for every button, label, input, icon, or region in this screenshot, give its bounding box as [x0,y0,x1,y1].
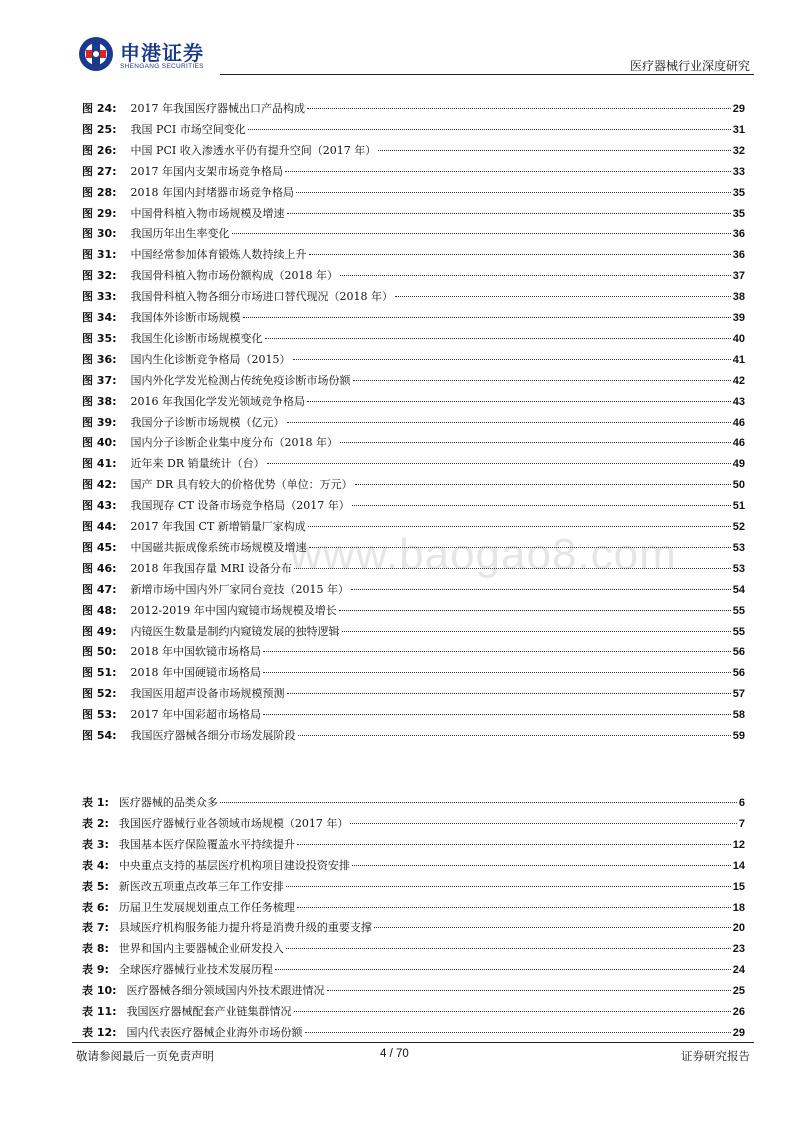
toc-entry-label: 图 43: [82,499,117,513]
toc-dot-leader [294,568,731,569]
toc-entry[interactable] [82,836,745,854]
toc-dot-leader [309,254,731,255]
toc-entry-label: 图 53: [82,708,117,722]
toc-entry-label: 图 33: [82,290,117,304]
toc-entry[interactable] [82,1024,745,1042]
toc-entry-title: 新增市场中国内外厂家同台竞技（2015 年） [130,582,350,596]
toc-entry[interactable] [82,919,745,937]
toc-entry[interactable] [82,414,745,432]
toc-entry-label: 图 28: [82,185,117,199]
toc-entry-title: 我国骨科植入物市场份额构成（2018 年） [130,269,339,283]
toc-entry-page: 43 [732,395,745,408]
toc-entry-title: 2012-2019 年中国内窥镜市场规模及增长 [130,603,337,617]
toc-entry-page: 26 [732,1006,745,1018]
toc-entry-title: 医疗器械的品类众多 [118,796,218,809]
toc-dot-leader [350,823,736,824]
toc-entry-page: 36 [732,249,745,262]
toc-entry-page: 56 [732,646,745,659]
toc-entry-page: 59 [732,730,745,742]
page-number: 4 / 70 [380,1048,409,1060]
toc-entry-page: 57 [732,688,745,701]
toc-dot-leader [286,886,731,887]
toc-entry[interactable] [82,309,745,327]
toc-entry-title: 我国医疗器械各细分市场发展阶段 [130,729,296,742]
toc-entry-label: 表 7: [82,921,109,935]
toc-dot-leader [265,338,731,339]
toc-entry[interactable] [82,330,745,348]
toc-dot-leader [296,192,731,193]
toc-entry[interactable] [82,623,745,641]
toc-entry[interactable] [82,878,745,896]
toc-entry[interactable] [82,393,745,411]
toc-entry-page: 52 [732,521,745,533]
toc-entry[interactable] [82,664,745,682]
toc-entry-page: 15 [732,880,745,893]
toc-entry-label: 图 49: [82,624,117,638]
toc-entry-label: 表 6: [82,900,109,914]
toc-entry-title: 医疗器械各细分领域国内外技术跟进情况 [126,984,325,998]
toc-dot-leader [294,1011,731,1012]
toc-entry-page: 49 [732,458,745,471]
toc-entry-page: 38 [732,291,745,304]
toc-entry-page: 41 [732,353,745,366]
toc-entry-title: 我国 PCI 市场空间变化 [130,122,246,136]
toc-dot-leader [374,927,731,928]
toc-entry-label: 图 46: [82,561,117,575]
toc-entry-page: 53 [732,541,745,554]
toc-entry-page: 36 [732,228,745,241]
toc-dot-leader [342,631,731,632]
report-type: 证券研究报告 [681,1049,750,1063]
toc-dot-leader [340,275,731,276]
toc-entry-label: 图 25: [82,122,117,136]
logo-name: 申港证券 [120,41,204,65]
toc-dot-leader [340,442,731,443]
toc-dot-leader [352,865,731,866]
toc-entry-label: 表 3: [82,837,109,851]
toc-dot-leader [395,296,731,297]
toc-entry[interactable] [82,184,745,202]
shengang-logo-icon [78,36,114,72]
footer-divider [72,1042,754,1043]
toc-entry-title: 中国骨科植入物市场规模及增速 [130,206,285,220]
toc-entry-title: 2017 年国内支架市场竞争格局 [130,164,284,178]
toc-entry-title: 2017 年我国医疗器械出口产品构成 [130,102,306,115]
toc-entry[interactable] [82,267,745,285]
toc-dot-leader [297,907,731,908]
toc-entry-label: 图 51: [82,666,117,680]
toc-entry-label: 图 31: [82,248,117,262]
toc-entry-label: 图 26: [82,143,117,157]
watermark: www.baogao8.com [290,530,677,579]
toc-entry-title: 国内生化诊断竞争格局（2015） [130,352,291,366]
toc-entry[interactable] [82,581,745,599]
toc-entry-page: 56 [732,667,745,680]
toc-entry-title: 历届卫生发展规划重点工作任务梳理 [118,900,295,914]
toc-dot-leader [339,610,731,611]
toc-dot-leader [220,802,737,803]
toc-entry[interactable] [82,288,745,306]
toc-entry-page: 7 [738,817,745,830]
toc-entry-title: 世界和国内主要器械企业研发投入 [118,942,284,956]
toc-entry[interactable] [82,434,745,452]
toc-dot-leader [285,171,731,172]
toc-entry-page: 46 [732,416,745,429]
toc-entry-label: 表 5: [82,879,109,893]
toc-entry[interactable] [82,539,745,557]
toc-entry-page: 18 [732,901,745,914]
toc-entry-title: 我国医疗器械行业各领域市场规模（2017 年） [118,816,349,830]
toc-entry-page: 50 [732,479,745,492]
toc-entry[interactable] [82,706,745,724]
toc-entry[interactable] [82,940,745,958]
toc-entry-label: 表 11: [82,1005,117,1018]
toc-entry-title: 2017 年我国 CT 新增销量厂家构成 [130,520,306,533]
logo-subtitle: SHENGANG SECURITIES [120,63,204,70]
toc-entry-label: 图 32: [82,269,117,283]
toc-entry[interactable] [82,602,745,620]
toc-dot-leader [307,108,731,109]
toc-dot-leader [248,129,731,130]
document-title: 医疗器械行业深度研究 [629,59,750,73]
toc-dot-leader [243,317,731,318]
toc-entry-page: 53 [732,562,745,575]
toc-entry-title: 新医改五项重点改革三年工作安排 [118,879,284,893]
toc-entry-page: 24 [732,964,745,977]
toc-entry[interactable] [82,518,745,536]
toc-entry-title: 我国医用超声设备市场规模预测 [130,687,285,701]
toc-entry-title: 国产 DR 具有较大的价格优势（单位：万元） [130,478,353,492]
toc-dot-leader [287,693,731,694]
toc-entry-title: 国内分子诊断企业集中度分布（2018 年） [130,436,339,450]
toc-dot-leader [298,735,731,736]
toc-entry-page: 35 [732,207,745,220]
toc-entry-label: 图 27: [82,164,117,178]
toc-entry-label: 图 45: [82,540,117,554]
toc-dot-leader [352,505,731,506]
toc-entry-title: 全球医疗器械行业技术发展历程 [118,963,273,977]
toc-entry-title: 中国 PCI 收入渗透水平仍有提升空间（2017 年） [130,143,377,157]
toc-entry-title: 2016 年我国化学发光领域竞争格局 [130,394,306,408]
toc-entry-label: 表 12: [82,1025,117,1039]
toc-entry-label: 图 42: [82,478,117,492]
toc-entry[interactable] [82,100,745,118]
toc-entry[interactable] [82,982,745,1000]
toc-dot-leader [286,948,731,949]
toc-entry[interactable] [82,961,745,979]
toc-entry-label: 表 10: [82,984,117,998]
toc-entry-label: 图 34: [82,311,117,324]
toc-entry[interactable] [82,163,745,181]
toc-entry-page: 42 [732,374,745,387]
toc-entry-title: 2018 年中国软镜市场格局 [130,645,262,659]
toc-entry[interactable] [82,857,745,875]
toc-entry-page: 58 [732,709,745,722]
toc-entry[interactable] [82,205,745,223]
toc-entry-title: 国内代表医疗器械企业海外市场份额 [126,1025,303,1039]
toc-dot-leader [353,380,731,381]
toc-entry-page: 20 [732,922,745,935]
toc-entry[interactable] [82,815,745,833]
toc-entry-label: 图 30: [82,227,117,241]
toc-dot-leader [263,651,731,652]
toc-entry[interactable] [82,225,745,243]
toc-entry-title: 我国医疗器械配套产业链集群情况 [126,1005,292,1018]
toc-dot-leader [308,526,731,527]
toc-entry-title: 内镜医生数量是制约内窥镜发展的独特逻辑 [130,624,340,638]
toc-entry-label: 图 41: [82,457,117,471]
toc-entry-page: 54 [732,583,745,596]
toc-entry-title: 我国体外诊断市场规模 [130,311,241,324]
toc-entry-label: 表 4: [82,858,109,872]
toc-entry-label: 图 40: [82,436,117,450]
toc-entry[interactable] [82,1003,745,1021]
toc-dot-leader [305,1032,731,1033]
toc-entry[interactable] [82,246,745,264]
toc-dot-leader [309,547,731,548]
disclaimer-note: 敬请参阅最后一页免责声明 [76,1049,214,1063]
toc-entry-title: 我国骨科植入物各细分市场进口替代现况（2018 年） [130,290,394,304]
toc-entry-title: 近年来 DR 销量统计（台） [130,457,265,471]
toc-entry-label: 表 1: [82,796,109,809]
toc-dot-leader [263,714,731,715]
toc-entry[interactable] [82,121,745,139]
toc-entry-page: 40 [732,332,745,345]
toc-entry-page: 37 [732,270,745,283]
toc-entry-label: 图 39: [82,415,117,429]
toc-entry-page: 29 [732,1026,745,1039]
toc-entry[interactable] [82,794,745,812]
toc-dot-leader [351,589,731,590]
toc-entry-label: 图 50: [82,645,117,659]
toc-entry-title: 我国现存 CT 设备市场竞争格局（2017 年） [130,499,350,513]
toc-entry-page: 55 [732,625,745,638]
toc-entry-label: 图 47: [82,582,117,596]
toc-entry-page: 6 [738,797,745,809]
toc-entry-title: 我国生化诊断市场规模变化 [130,331,263,345]
toc-dot-leader [232,233,731,234]
toc-entry[interactable] [82,497,745,515]
toc-entry-page: 55 [732,604,745,617]
toc-entry-label: 表 9: [82,963,109,977]
toc-dot-leader [293,359,731,360]
toc-entry[interactable] [82,455,745,473]
toc-entry[interactable] [82,476,745,494]
toc-dot-leader [355,484,731,485]
toc-entry-page: 46 [732,437,745,450]
toc-entry-page: 31 [732,123,745,136]
toc-entry-page: 51 [732,500,745,513]
toc-entry[interactable] [82,351,745,369]
toc-dot-leader [287,213,731,214]
toc-entry[interactable] [82,685,745,703]
toc-entry-page: 29 [732,103,745,115]
toc-dot-leader [267,463,731,464]
toc-entry-page: 33 [732,165,745,178]
toc-entry[interactable] [82,899,745,917]
toc-entry-page: 23 [732,943,745,956]
toc-dot-leader [275,969,731,970]
toc-entry-page: 14 [732,859,745,872]
toc-entry[interactable] [82,560,745,578]
toc-entry-label: 图 54: [82,729,117,742]
toc-entry-page: 32 [732,144,745,157]
toc-entry-title: 中国磁共振成像系统市场规模及增速 [130,540,307,554]
toc-dot-leader [378,150,731,151]
toc-entry-page: 35 [732,186,745,199]
toc-entry-label: 图 29: [82,206,117,220]
toc-entry-label: 表 8: [82,942,109,956]
toc-entry-page: 39 [732,312,745,324]
toc-entry-label: 图 36: [82,352,117,366]
toc-dot-leader [263,672,731,673]
toc-entry-title: 中央重点支持的基层医疗机构项目建设投资安排 [118,858,350,872]
toc-entry-label: 图 38: [82,394,117,408]
toc-entry-label: 图 37: [82,373,117,387]
toc-entry-title: 2018 年国内封堵器市场竞争格局 [130,185,295,199]
toc-dot-leader [287,422,731,423]
toc-entry-title: 我国分子诊断市场规模（亿元） [130,415,285,429]
toc-entry-label: 图 52: [82,687,117,701]
toc-entry-label: 图 24: [82,102,117,115]
toc-entry[interactable] [82,372,745,390]
toc-entry-page: 25 [732,985,745,998]
toc-entry-title: 我国历年出生率变化 [130,227,230,241]
toc-entry-label: 图 35: [82,331,117,345]
toc-entry-title: 2017 年中国彩超市场格局 [130,708,262,722]
toc-entry-title: 国内外化学发光检测占传统免疫诊断市场份额 [130,373,351,387]
header-divider [220,74,754,75]
toc-dot-leader [327,990,731,991]
toc-entry-page: 12 [732,838,745,851]
toc-entry-title: 2018 年中国硬镜市场格局 [130,666,262,680]
toc-entry-title: 县域医疗机构服务能力提升将是消费升级的重要支撑 [118,921,372,935]
toc-entry-title: 2018 年我国存量 MRI 设备分布 [130,561,292,575]
toc-dot-leader [297,844,731,845]
toc-entry-label: 图 44: [82,520,117,533]
toc-entry-label: 表 2: [82,816,109,830]
toc-entry[interactable] [82,142,745,160]
toc-entry-label: 图 48: [82,603,117,617]
toc-dot-leader [307,401,731,402]
toc-entry[interactable] [82,643,745,661]
toc-entry[interactable] [82,727,745,745]
toc-entry-title: 中国经常参加体育锻炼人数持续上升 [130,248,307,262]
toc-entry-title: 我国基本医疗保险覆盖水平持续提升 [118,837,295,851]
